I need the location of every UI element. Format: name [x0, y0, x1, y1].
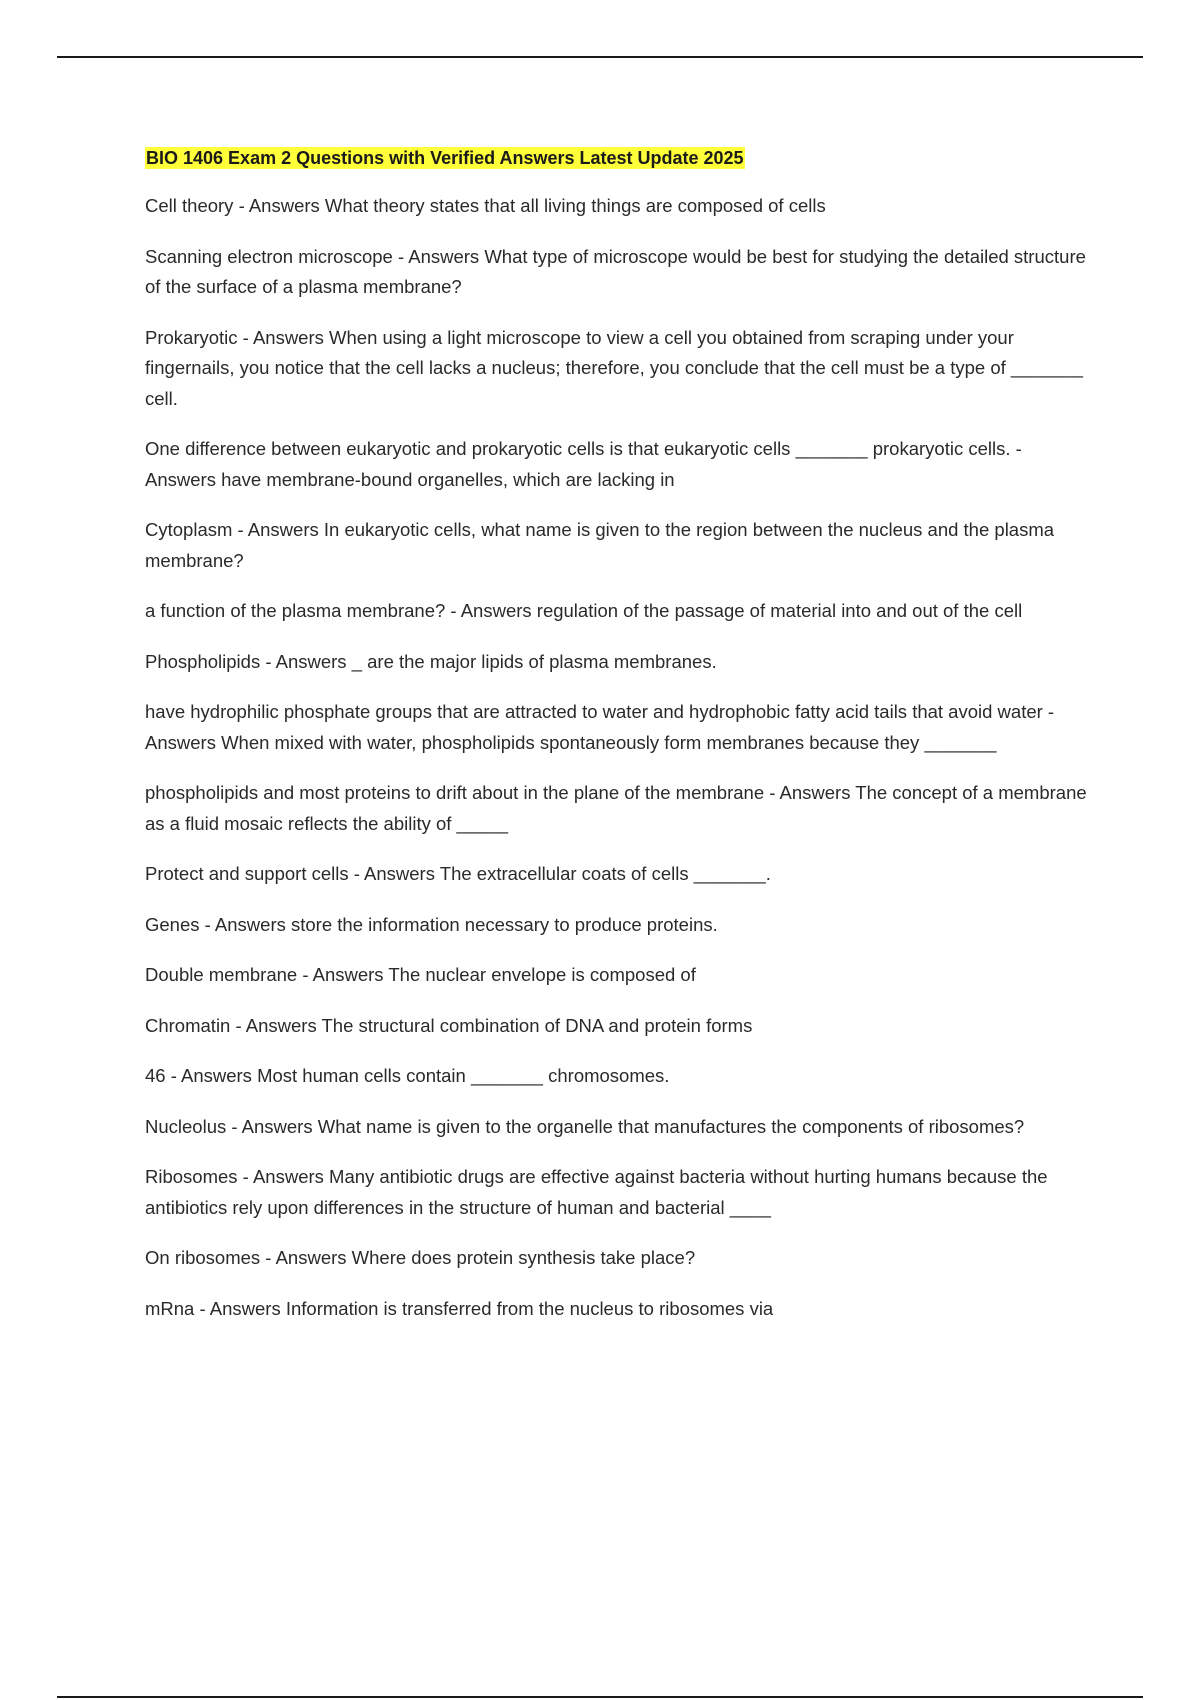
- qa-item-9: phospholipids and most proteins to drift about in the plane of the membrane - Answers The concept of a membrane as a fluid mosaic reflects the ability of _____: [145, 782, 1087, 834]
- qa-item-5: Cytoplasm - Answers In eukaryotic cells, what name is given to the region between the nucleus and the plasma membrane?: [145, 519, 1055, 571]
- footer-rule: [57, 1696, 1143, 1698]
- qa-item-7: Phospholipids - Answers _ are the major lipids of plasma membranes.: [145, 650, 717, 672]
- qa-item-10: Protect and support cells - Answers The extracellular coats of cells _______.: [145, 863, 771, 884]
- qa-item-3: Prokaryotic - Answers When using a light microscope to view a cell you obtained from scraping under your fingernails, you notice that the cell lacks a nucleus; therefore, you conclude that the cell must be a type of _______ cell.: [145, 326, 1083, 409]
- qa-item-12: Double membrane - Answers The nuclear envelope is composed of: [145, 964, 696, 985]
- header-rule: [57, 56, 1143, 58]
- qa-item-16: Ribosomes - Answers Many antibiotic drugs are effective against bacteria without hurting humans because the antibiotics rely upon differences in the structure of human and bacterial ____: [145, 1166, 1048, 1218]
- qa-item-2: Scanning electron microscope - Answers What type of microscope would be best for studying the detailed structure of the surface of a plasma membrane?: [145, 245, 1086, 297]
- qa-item-6: a function of the plasma membrane? - Answers regulation of the passage of material into and out of the cell: [145, 600, 1023, 621]
- qa-list: [145, 191, 1095, 1324]
- qa-item-8: have hydrophilic phosphate groups that are attracted to water and hydrophobic fatty acid tails that avoid water - Answers When mixed with water, phospholipids spontaneously form membranes because they _______: [145, 701, 1055, 753]
- qa-item-18: mRna - Answers Information is transferred from the nucleus to ribosomes via: [145, 1297, 774, 1319]
- qa-item-17: On ribosomes - Answers Where does protein synthesis take place?: [145, 1247, 696, 1268]
- qa-item-14: 46 - Answers Most human cells contain _______ chromosomes.: [145, 1065, 670, 1086]
- qa-item-4: One difference between eukaryotic and prokaryotic cells is that eukaryotic cells _______ prokaryotic cells. - Answers have membrane-bound organelles, which are lacking in: [145, 438, 1022, 490]
- qa-item-1: Cell theory - Answers What theory states that all living things are composed of cells: [145, 195, 826, 216]
- qa-item-13: Chromatin - Answers The structural combination of DNA and protein forms: [145, 1014, 753, 1036]
- document-title: [145, 146, 1095, 170]
- qa-item-15: Nucleolus - Answers What name is given to the organelle that manufactures the components of ribosomes?: [145, 1115, 1025, 1137]
- document-body: [145, 146, 1095, 1344]
- qa-item-11: Genes - Answers store the information necessary to produce proteins.: [145, 913, 718, 935]
- title-highlight: BIO 1406 Exam 2 Questions with Verified Answers Latest Update 2025: [146, 148, 744, 168]
